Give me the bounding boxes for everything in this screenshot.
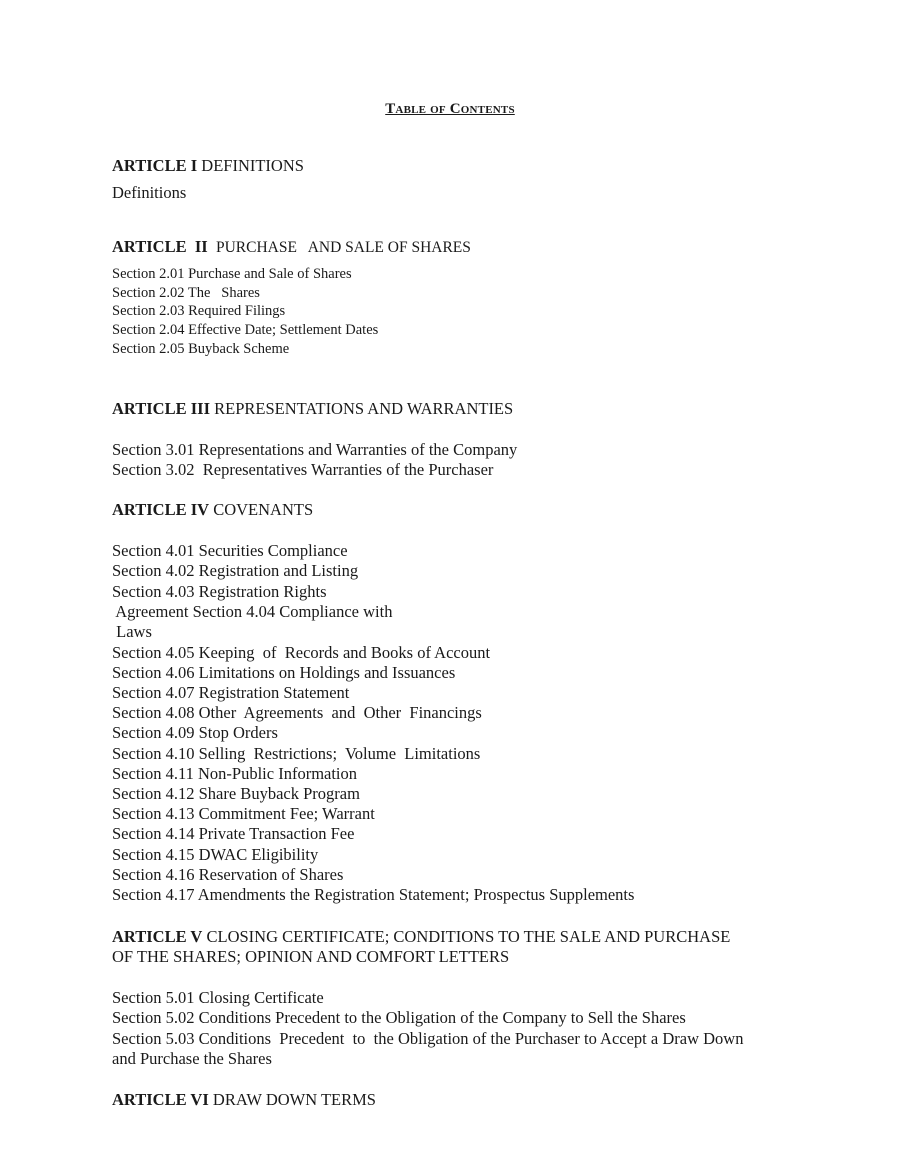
article-5-label: ARTICLE V <box>112 927 203 946</box>
toc-item: Section 4.08 Other Agreements and Other Financings <box>112 703 482 722</box>
article-5-heading-cont: OF THE SHARES; OPINION AND COMFORT LETTERS <box>112 947 510 966</box>
toc-item: Section 2.01 Purchase and Sale of Shares <box>112 266 352 282</box>
toc-item: Section 4.01 Securities Compliance <box>112 541 348 560</box>
toc-item: Section 2.04 Effective Date; Settlement Dates <box>112 322 379 338</box>
toc-item: Section 4.06 Limitations on Holdings and Issuances <box>112 663 456 682</box>
toc-item: Agreement Section 4.04 Compliance with <box>112 602 393 621</box>
article-3-title: REPRESENTATIONS AND WARRANTIES <box>214 399 514 418</box>
article-5-title: CLOSING CERTIFICATE; CONDITIONS TO THE SALE AND PURCHASE <box>206 927 731 946</box>
toc-item: Section 5.03 Conditions Precedent to the Obligation of the Purchaser to Accept a Draw Down <box>112 1029 744 1048</box>
article-2-heading <box>112 237 471 258</box>
toc-item: Section 2.03 Required Filings <box>112 303 286 319</box>
toc-item: Section 2.02 The Shares <box>112 285 260 301</box>
toc-item: Section 3.02 Representatives Warranties of the Purchaser <box>112 460 494 479</box>
article-5-heading <box>112 927 730 947</box>
toc-item: Section 4.09 Stop Orders <box>112 723 278 742</box>
toc-item: Section 5.01 Closing Certificate <box>112 988 324 1007</box>
toc-item: Section 2.05 Buyback Scheme <box>112 341 290 357</box>
toc-item: Section 4.13 Commitment Fee; Warrant <box>112 804 375 823</box>
toc-item: Laws <box>112 622 152 641</box>
toc-item: Section 4.15 DWAC Eligibility <box>112 845 319 864</box>
toc-item: Section 4.12 Share Buyback Program <box>112 784 360 803</box>
toc-item: Section 4.17 Amendments the Registration Statement; Prospectus Supplements <box>112 885 635 904</box>
toc-item: Section 4.05 Keeping of Records and Books of Account <box>112 643 491 662</box>
article-4-heading <box>112 500 313 520</box>
article-2-label: ARTICLE II <box>112 237 208 256</box>
toc-item: and Purchase the Shares <box>112 1049 272 1068</box>
toc-item: Section 4.02 Registration and Listing <box>112 561 359 580</box>
toc-item: Section 4.11 Non-Public Information <box>112 764 358 783</box>
toc-item: Section 5.02 Conditions Precedent to the Obligation of the Company to Sell the Shares <box>112 1008 686 1027</box>
toc-item: Section 3.01 Representations and Warranties of the Company <box>112 440 518 459</box>
article-3-heading <box>112 399 513 419</box>
article-1-label: ARTICLE I <box>112 156 198 175</box>
article-6-label: ARTICLE VI <box>112 1090 209 1109</box>
article-2-title: PURCHASE AND SALE OF SHARES <box>215 239 471 256</box>
article-4-label: ARTICLE IV <box>112 500 210 519</box>
article-1-title: DEFINITIONS <box>201 156 304 175</box>
toc-item: Definitions <box>112 183 187 202</box>
article-6-title: DRAW DOWN TERMS <box>212 1090 376 1109</box>
article-1-heading <box>112 156 304 176</box>
toc-item: Section 4.16 Reservation of Shares <box>112 865 344 884</box>
page-title: Table of Contents <box>385 101 515 117</box>
article-4-title: COVENANTS <box>213 500 314 519</box>
article-6-heading <box>112 1090 376 1110</box>
toc-item: Section 4.10 Selling Restrictions; Volume Limitations <box>112 744 481 763</box>
toc-item: Section 4.14 Private Transaction Fee <box>112 824 355 843</box>
toc-item: Section 4.03 Registration Rights <box>112 582 327 601</box>
article-3-label: ARTICLE III <box>112 399 210 418</box>
toc-item: Section 4.07 Registration Statement <box>112 683 350 702</box>
